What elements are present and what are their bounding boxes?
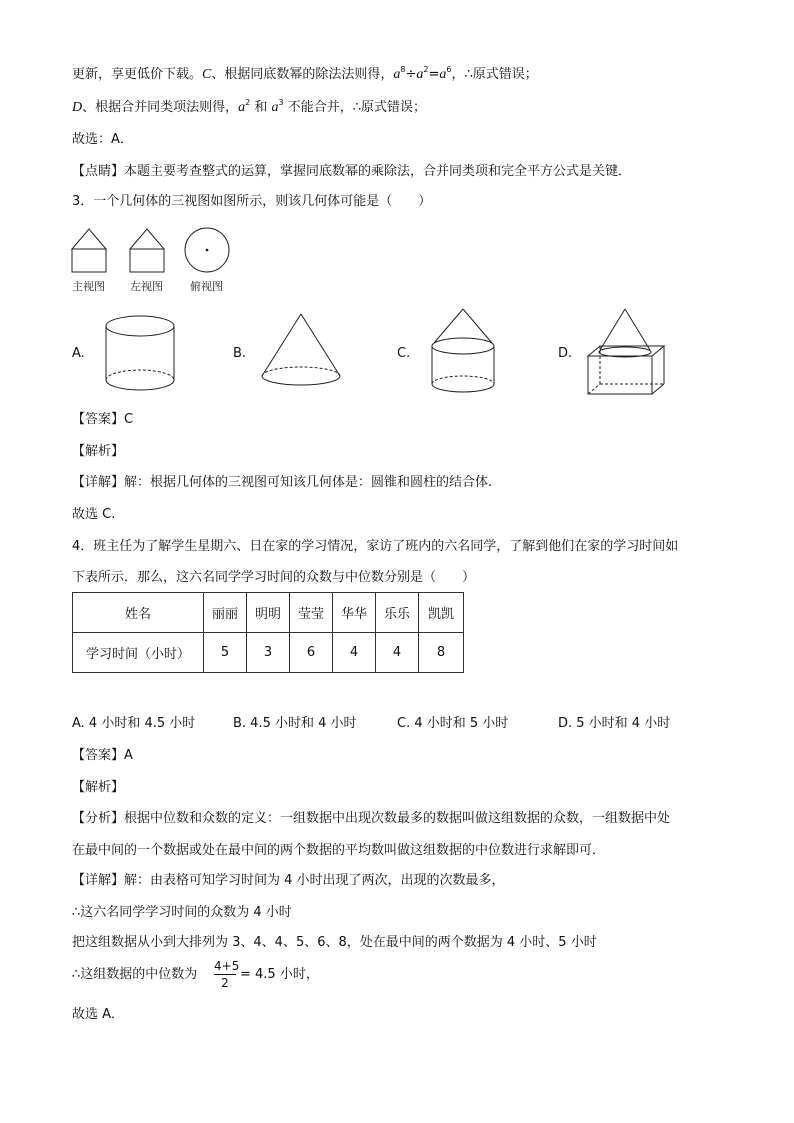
q3-answer: 【答案】C <box>72 412 134 427</box>
table-cell: 8 <box>419 633 464 673</box>
prev-line-2: D、根据合并同类项法则得，$a^2$ 和 $a^3$ 不能合并，∴原式错误； <box>72 98 426 115</box>
option-a-label: A. <box>72 346 85 361</box>
table-row <box>73 633 464 673</box>
option-a-cylinder-icon <box>102 312 178 394</box>
q3-detail: 【详解】解：根据几何体的三视图可知该几何体是：圆锥和圆柱的结合体. <box>72 475 493 490</box>
top-view-icon <box>185 228 229 272</box>
q4-option-b: B. 4.5 小时和 4 小时 <box>233 716 357 731</box>
q3-stem: 3．一个几何体的三视图如图所示，则该几何体可能是（ ） <box>72 194 432 209</box>
option-d-cone-prism-icon <box>584 306 670 398</box>
view-label-left: 左视图 <box>130 280 163 293</box>
table-cell: 华华 <box>333 593 376 633</box>
study-time-table <box>72 592 464 673</box>
fraction-numerator: 4+5 <box>214 959 240 973</box>
table-cell: 莹莹 <box>290 593 333 633</box>
option-b-cone-icon <box>258 310 344 390</box>
option-c-cone-cylinder-icon <box>426 306 500 394</box>
q4-stem-1: 4．班主任为了解学生星期六、日在家的学习情况，家访了班内的六名同学，了解到他们在家的学习时间如 <box>72 539 679 554</box>
table-cell: 乐乐 <box>376 593 419 633</box>
table-header-name: 姓名 <box>73 593 204 633</box>
q4-detail-4-post: = 4.5 小时， <box>240 967 319 982</box>
option-b-label: B. <box>233 346 247 361</box>
prev-point: 【点睛】本题主要考查整式的运算，掌握同底数幂的乘除法，合并同类项和完全平方公式是关键． <box>72 164 632 179</box>
q3-analysis-tag: 【解析】 <box>72 444 125 459</box>
q4-stem-2: 下表所示．那么，这六名同学学习时间的众数与中位数分别是（ ） <box>72 570 476 585</box>
table-cell: 4 <box>333 633 376 673</box>
q4-option-a: A. 4 小时和 4.5 小时 <box>72 716 196 731</box>
table-cell: 5 <box>204 633 247 673</box>
table-header-hours: 学习时间（小时） <box>73 633 204 673</box>
q4-analysis-1: 【分析】根据中位数和众数的定义：一组数据中出现次数最多的数据叫做这组数据的众数，一组数据中处 <box>72 811 671 826</box>
q4-answer: 【答案】A <box>72 748 133 763</box>
table-cell: 凯凯 <box>419 593 464 633</box>
q4-analysis-2: 在最中间的一个数据或处在最中间的两个数据的平均数叫做这组数据的中位数进行求解即可． <box>72 843 606 858</box>
left-view-icon <box>130 229 164 272</box>
q4-detail-1: 【详解】解：由表格可知学习时间为 4 小时出现了两次，出现的次数最多， <box>72 873 505 888</box>
fraction-denominator: 2 <box>221 976 229 990</box>
q4-detail-3: 把这组数据从小到大排列为 3、4、4、5、6、8，处在最中间的两个数据为 4 小时、5 小时 <box>72 935 597 950</box>
median-fraction <box>214 958 240 991</box>
answer-tag: 【答案】 <box>72 412 125 427</box>
view-label-top: 俯视图 <box>190 280 223 293</box>
q4-analysis-tag: 【解析】 <box>72 780 125 795</box>
q3-choose: 故选 C. <box>72 507 116 522</box>
q4-detail-4-pre: ∴这组数据的中位数为 <box>72 967 198 982</box>
table-cell: 明明 <box>247 593 290 633</box>
prev-answer: 故选：A． <box>72 132 133 147</box>
table-cell: 丽丽 <box>204 593 247 633</box>
option-d-label: D. <box>558 346 573 361</box>
view-label-front: 主视图 <box>72 280 105 293</box>
q4-choose: 故选 A． <box>72 1007 125 1022</box>
table-cell: 6 <box>290 633 333 673</box>
table-row <box>73 593 464 633</box>
option-c-label: C. <box>397 346 411 361</box>
front-view-icon <box>72 229 106 272</box>
q4-detail-2: ∴这六名同学学习时间的众数为 4 小时 <box>72 905 292 920</box>
table-cell: 3 <box>247 633 290 673</box>
prev-line-1: 更新，享更低价下载。C、根据同底数幂的除法法则得，$a^8\div a^2=a^6$，∴原式错误； <box>72 65 538 82</box>
q4-option-d: D. 5 小时和 4 小时 <box>558 716 671 731</box>
table-cell: 4 <box>376 633 419 673</box>
q4-option-c: C. 4 小时和 5 小时 <box>397 716 509 731</box>
